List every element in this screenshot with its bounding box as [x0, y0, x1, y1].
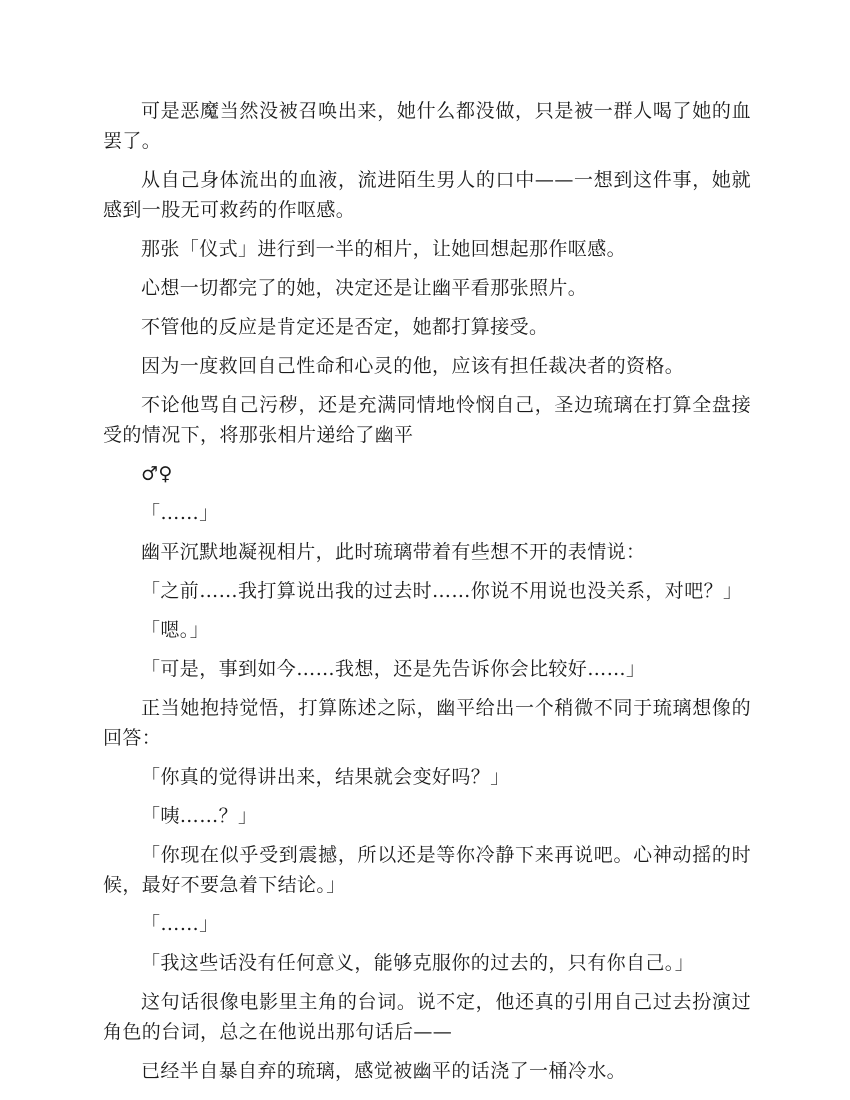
paragraph: 那张「仪式」进行到一半的相片，让她回想起那作呕感。	[141, 238, 627, 260]
paragraph: 因为一度救回自己性命和心灵的他，应该有担任裁决者的资格。	[141, 355, 685, 377]
document-page	[103, 96, 751, 1095]
section-break-symbol: ♂♀	[141, 463, 173, 485]
paragraph: 正当她抱持觉悟，打算陈述之际，幽平给出一个稍微不同于琉璃想像的回答：	[103, 697, 751, 749]
dialogue-line: 「你现在似乎受到震撼，所以还是等你冷静下来再说吧。心神动摇的时候，最好不要急着下结论。」	[103, 844, 751, 896]
paragraph: 不论他骂自己污秽，还是充满同情地怜悯自己，圣边琉璃在打算全盘接受的情况下，将那张相片递给了幽平	[103, 394, 751, 446]
dialogue-line: 「……」	[141, 913, 219, 935]
dialogue-line: 「……」	[141, 502, 219, 524]
dialogue-line: 「咦……？」	[141, 805, 258, 827]
paragraph: 不管他的反应是肯定还是否定，她都打算接受。	[141, 316, 549, 338]
dialogue-line: 「你真的觉得讲出来，结果就会变好吗？」	[141, 766, 510, 788]
dialogue-line: 「可是，事到如今……我想，还是先告诉你会比较好……」	[141, 658, 646, 680]
paragraph: 已经半自暴自弃的琉璃，感觉被幽平的话浇了一桶冷水。	[141, 1060, 627, 1082]
paragraph: 心想一切都完了的她，决定还是让幽平看那张照片。	[141, 277, 588, 299]
paragraph: 这句话很像电影里主角的台词。说不定，他还真的引用自己过去扮演过角色的台词，总之在他说出那句话后——	[103, 991, 751, 1043]
dialogue-line: 「我这些话没有任何意义，能够克服你的过去的，只有你自己。」	[141, 952, 695, 974]
dialogue-line: 「之前……我打算说出我的过去时……你说不用说也没关系，对吧？」	[141, 580, 743, 602]
paragraph: 可是恶魔当然没被召唤出来，她什么都没做，只是被一群人喝了她的血罢了。	[103, 100, 751, 152]
paragraph: 幽平沉默地凝视相片，此时琉璃带着有些想不开的表情说：	[141, 541, 646, 563]
dialogue-line: 「嗯。」	[141, 619, 210, 641]
paragraph: 从自己身体流出的血液，流进陌生男人的口中——一想到这件事，她就感到一股无可救药的作呕感。	[103, 169, 751, 221]
